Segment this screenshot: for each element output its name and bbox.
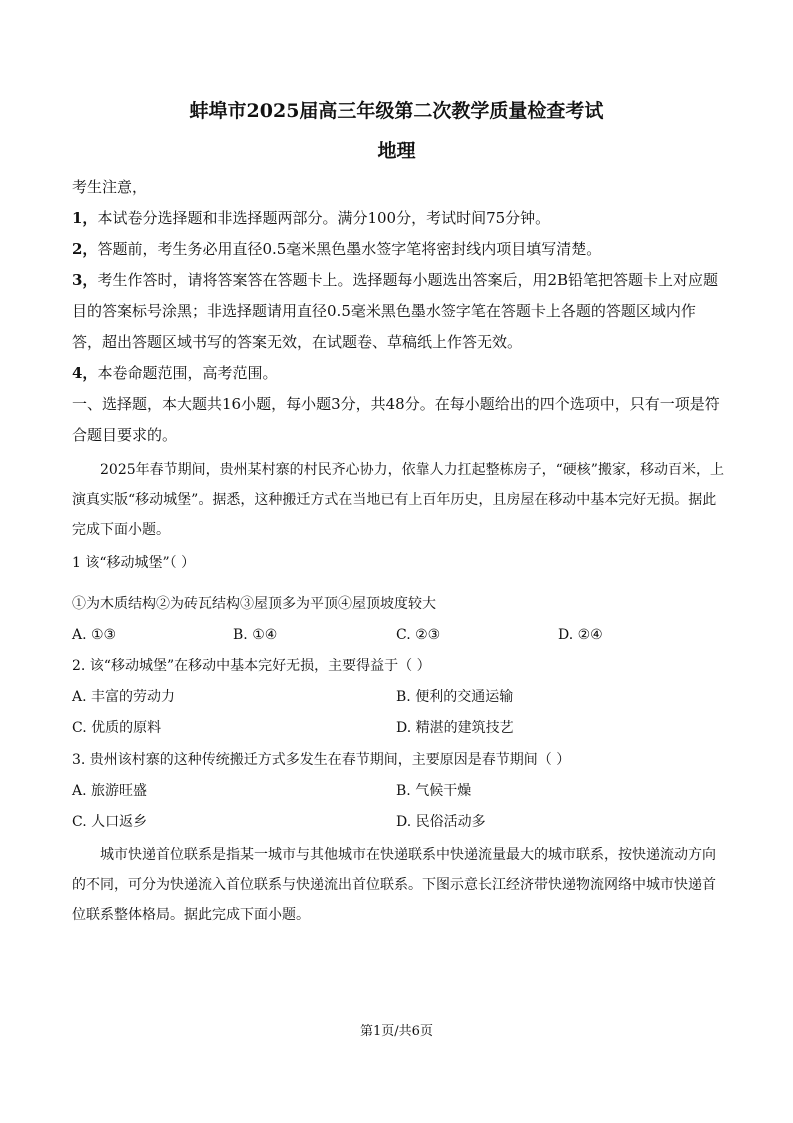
- notice-item-number: 3，: [72, 271, 98, 289]
- exam-title: 蚌埠市2025届高三年级第二次教学质量检查考试: [189, 100, 604, 122]
- notice-item-text: 本试卷分选择题和非选择题两部分。满分100分，考试时间75分钟。: [97, 209, 551, 227]
- question-1-stem: 1 该“移动城堡”（ ）: [72, 555, 196, 571]
- notice-item-1: [72, 203, 722, 234]
- passage-2: 城市快递首位联系是指某一城市与其他城市在快递联系中快递流量最大的城市联系，按快递流动方向的不同，可分为快递流入首位联系与快递流出首位联系。下图示意长江经济带快递物流网络中城市快递首位联系整体格局。据此完成下面小题。: [72, 847, 716, 923]
- notice-item-number: 2，: [72, 240, 98, 258]
- notice-item-text: 答题前，考生务必用直径0.5毫米黑色墨水签字笔将密封线内项目填写清楚。: [97, 240, 602, 258]
- notice-section: [72, 172, 722, 451]
- page-number: 第1页/共6页: [360, 1024, 433, 1039]
- notice-heading: 考生注意，: [72, 178, 148, 196]
- notice-item-text: 本卷命题范围，高考范围。: [97, 364, 278, 382]
- notice-item-number: 4，: [72, 364, 98, 382]
- question-2-option-a[interactable]: A. 丰富的劳动力: [72, 689, 176, 705]
- question-1-option-d[interactable]: D. ②④: [558, 627, 603, 643]
- notice-item-4: [72, 358, 722, 389]
- question-2-option-c[interactable]: C. 优质的原料: [72, 720, 162, 736]
- question-3-option-a[interactable]: A. 旅游旺盛: [72, 783, 148, 799]
- passage-1: 2025年春节期间，贵州某村寨的村民齐心协力，依靠人力扛起整栋房子，“硬核”搬家，移动百米，上演真实版“移动城堡”。据悉，这种搬迁方式在当地已有上百年历史，且房屋在移动中基本完好无损。据此完成下面小题。: [72, 462, 724, 538]
- subject-title: 地理: [377, 140, 416, 162]
- question-3-option-d[interactable]: D. 民俗活动多: [396, 814, 486, 830]
- section-heading: 一、选择题，本大题共16小题，每小题3分，共48分。在每小题给出的四个选项中，只有一项是符合题目要求的。: [72, 395, 720, 444]
- question-3-option-c[interactable]: C. 人口返乡: [72, 814, 148, 830]
- notice-item-text: 考生作答时，请将答案答在答题卡上。选择题每小题选出答案后，用2B铅笔把答题卡上对应题目的答案标号涂黑；非选择题请用直径0.5毫米黑色墨水签字笔在答题卡上各题的答题区域内作答，超出答题区域书写的答案无效，在试题卷、草稿纸上作答无效。: [72, 271, 719, 351]
- question-3-stem: 3. 贵州该村寨的这种传统搬迁方式多发生在春节期间，主要原因是春节期间（ ）: [72, 752, 571, 768]
- question-2-option-d[interactable]: D. 精湛的建筑技艺: [396, 720, 514, 736]
- question-1-option-c[interactable]: C. ②③: [396, 627, 441, 643]
- notice-item-2: [72, 234, 722, 265]
- question-2-stem: 2. 该“移动城堡”在移动中基本完好无损，主要得益于（ ）: [72, 658, 431, 674]
- question-3-option-b[interactable]: B. 气候干燥: [396, 783, 472, 799]
- notice-item-3: [72, 265, 722, 358]
- question-1-option-a[interactable]: A. ①③: [72, 627, 117, 643]
- question-1-option-b[interactable]: B. ①④: [233, 627, 278, 643]
- question-2-option-b[interactable]: B. 便利的交通运输: [396, 689, 514, 705]
- question-1-statements: ①为木质结构②为砖瓦结构③屋顶多为平顶④屋顶坡度较大: [72, 596, 436, 612]
- notice-item-number: 1，: [72, 209, 98, 227]
